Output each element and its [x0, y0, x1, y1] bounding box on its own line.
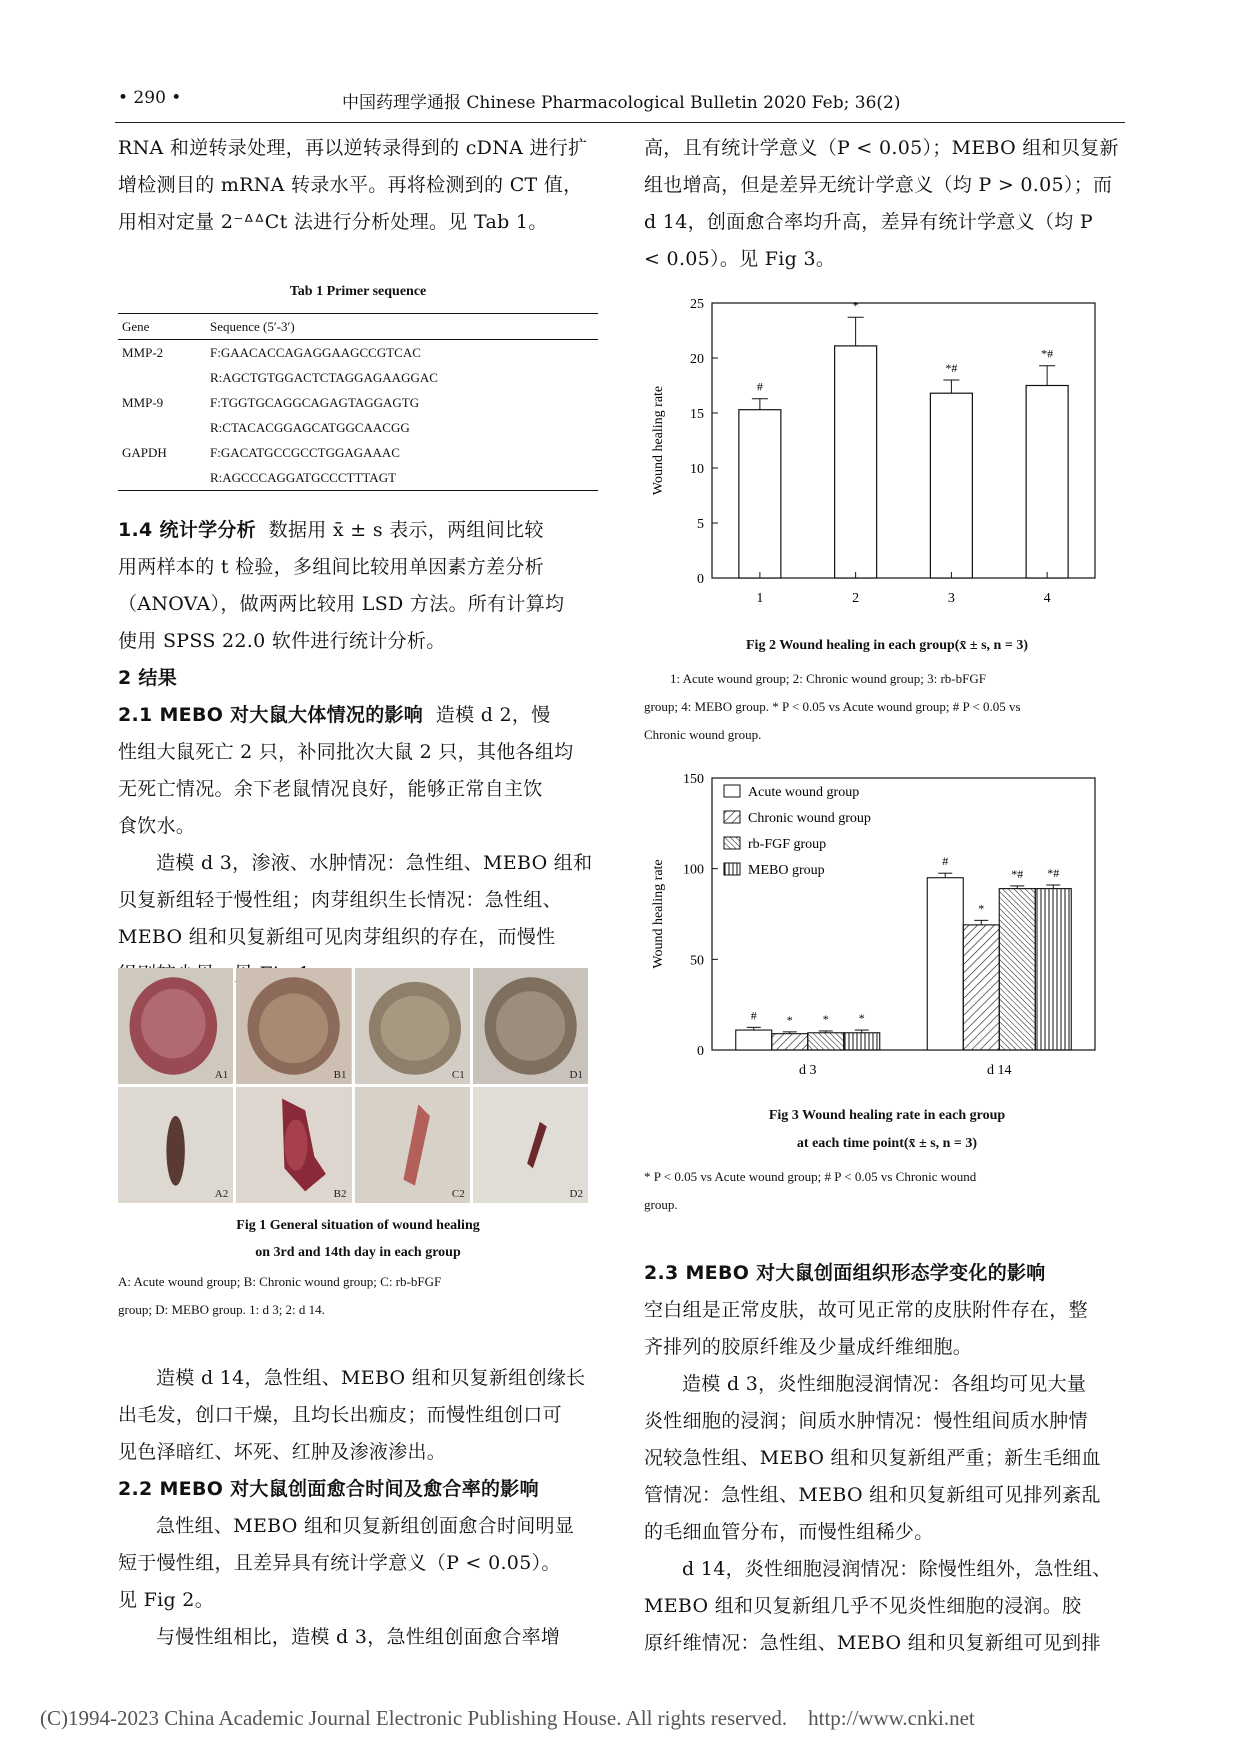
significance-mark: * [858, 1011, 865, 1026]
y-axis-label: Wound healing rate [651, 859, 666, 969]
text-line: 无死亡情况。余下老鼠情况良好，能够正常自主饮 [118, 778, 543, 800]
fig3-plot [651, 772, 1095, 1078]
table-row [118, 390, 598, 415]
fig2-note [644, 665, 1130, 749]
significance-mark: * [786, 1012, 793, 1027]
wound-photo-image [355, 1087, 470, 1203]
wound-photo [118, 1087, 233, 1203]
text-line: 食饮水。 [118, 815, 196, 837]
text-line: group; 4: MEBO group. * P < 0.05 vs Acute wound group; # P < 0.05 vs [644, 699, 1021, 714]
photo-label: C1 [451, 1069, 465, 1081]
y-tick-label: 50 [690, 953, 704, 969]
bar [927, 878, 963, 1050]
bar [999, 889, 1035, 1050]
text-line: d 14，炎性细胞浸润情况：除慢性组外，急性组、 [682, 1558, 1112, 1580]
text-line: 见色泽暗红、坏死、红肿及渗液渗出。 [118, 1441, 447, 1463]
bar [739, 410, 781, 578]
bar [930, 393, 972, 578]
table-row [118, 340, 598, 366]
table-row [118, 440, 598, 465]
text-line: 增检测目的 mRNA 转录水平。再将检测到的 CT 值， [118, 174, 583, 196]
y-axis-label: Wound healing rate [651, 385, 666, 496]
text-line: group. [644, 1197, 678, 1212]
text-line: A: Acute wound group; B: Chronic wound group; C: rb-bFGF [118, 1274, 442, 1289]
legend-label: rb-FGF group [748, 837, 827, 852]
significance-mark: # [942, 854, 949, 869]
wound-photo-image [118, 968, 233, 1084]
y-tick-label: 20 [690, 352, 704, 367]
wound-photo [236, 1087, 351, 1203]
text-line: Chronic wound group. [644, 727, 762, 742]
significance-mark: *# [945, 361, 958, 375]
wound-photo-grid [118, 968, 588, 1203]
bar [808, 1033, 844, 1050]
legend-swatch [724, 837, 740, 849]
text-line: 空白组是正常皮肤，故可见正常的皮肤附件存在，整 [644, 1299, 1088, 1321]
photo-label: A2 [214, 1188, 229, 1200]
photo-label: D1 [569, 1069, 583, 1081]
bar [963, 925, 999, 1050]
text-line: group; D: MEBO group. 1: d 3; 2: d 14. [118, 1302, 325, 1317]
fig3-caption: at each time point(x̄ ± s, n = 3) [796, 1136, 978, 1151]
x-tick-label: 1 [756, 591, 764, 606]
photo-label: B1 [333, 1069, 347, 1081]
fig1-caption: Fig 1 General situation of wound healing [236, 1218, 480, 1233]
fig3-note [644, 1163, 1130, 1219]
wound-photo [473, 968, 588, 1084]
text-line: d 14，创面愈合率均升高，差异有统计学意义（均 P [644, 211, 1094, 233]
table-cell: MMP-9 [122, 394, 164, 410]
text-line: 短于慢性组，且差异具有统计学意义（P < 0.05）。 [118, 1552, 561, 1574]
bar [1035, 889, 1071, 1050]
text-line: 况较急性组、MEBO 组和贝复新组严重；新生毛细血 [644, 1447, 1101, 1469]
table-cell: R:AGCTGTGGACTCTAGGAGAAGGAC [210, 369, 438, 385]
y-tick-label: 10 [690, 462, 704, 477]
bar [835, 346, 877, 578]
y-tick-label: 15 [690, 407, 704, 422]
significance-mark: * [822, 1011, 829, 1026]
table-row [118, 415, 598, 440]
legend-swatch [724, 863, 740, 875]
page-number: • 290 • [118, 88, 182, 108]
significance-mark: * [852, 298, 859, 313]
text-line: 造模 d 14，急性组、MEBO 组和贝复新组创缘长 [156, 1367, 586, 1389]
x-tick-label: d 3 [799, 1063, 817, 1078]
fig1-caption: on 3rd and 14th day in each group [255, 1245, 461, 1260]
significance-mark: *# [1047, 865, 1060, 880]
significance-mark: # [750, 1008, 757, 1023]
photo-label: B2 [333, 1188, 347, 1200]
text-span: 数据用 x̄ ± s 表示，两组间比较 [268, 519, 544, 541]
text-line: 使用 SPSS 22.0 软件进行统计分析。 [118, 630, 446, 652]
fig3-chart [640, 770, 1120, 1100]
wound-photo [473, 1087, 588, 1203]
text-line: 见 Fig 2。 [118, 1589, 214, 1611]
legend-label: MEBO group [748, 863, 825, 878]
table-row [118, 365, 598, 390]
text-line: 用两样本的 t 检验，多组间比较用单因素方差分析 [118, 556, 544, 578]
right-column-intro [644, 130, 1130, 278]
left-column-intro [118, 130, 598, 241]
section-1-4 [118, 512, 598, 993]
y-tick-label: 5 [697, 517, 704, 532]
wound-photo-image [473, 968, 588, 1084]
table-cell: R:AGCCCAGGATGCCCTTTAGT [206, 465, 598, 491]
primer-table [118, 313, 598, 491]
section-heading: 2.3 MEBO 对大鼠创面组织形态学变化的影响 [644, 1262, 1046, 1284]
text-line: 出毛发，创口干燥，且均长出痂皮；而慢性组创口可 [118, 1404, 562, 1426]
fig2-plot [651, 297, 1095, 606]
section-heading: 2.2 MEBO 对大鼠创面愈合时间及愈合率的影响 [118, 1478, 539, 1500]
bar [736, 1030, 772, 1050]
y-tick-label: 0 [697, 572, 704, 587]
legend-swatch [724, 785, 740, 797]
journal-header: 中国药理学通报 Chinese Pharmacological Bulletin 2020 Feb; 36(2) [342, 93, 901, 113]
x-tick-label: 3 [947, 591, 955, 606]
photo-label: D2 [569, 1188, 583, 1200]
wound-photo-image [236, 1087, 351, 1203]
fig2-caption: Fig 2 Wound healing in each group(x̄ ± s, n = 3) [746, 638, 1028, 653]
text-line: 造模 d 3，炎性细胞浸润情况：各组均可见大量 [682, 1373, 1087, 1395]
copyright-footer [40, 1706, 975, 1731]
y-tick-label: 0 [697, 1044, 704, 1059]
text-line: 急性组、MEBO 组和贝复新组创面愈合时间明显 [156, 1515, 575, 1537]
left-column-results [118, 1360, 598, 1656]
legend-label: Chronic wound group [748, 811, 871, 826]
table-cell: F:TGGTGCAGGCAGAGTAGGAGTG [210, 394, 420, 410]
table-cell [118, 465, 206, 491]
text-line: 组也增高，但是差异无统计学意义（均 P > 0.05）；而 [644, 174, 1113, 196]
text-line: 炎性细胞的浸润；间质水肿情况：慢性组间质水肿情 [644, 1410, 1088, 1432]
section-heading: 1.4 统计学分析 [118, 519, 256, 541]
text-line: 高，且有统计学意义（P < 0.05）；MEBO 组和贝复新 [644, 137, 1119, 159]
text-line: 与慢性组相比，造模 d 3，急性组创面愈合率增 [156, 1626, 561, 1648]
y-tick-label: 100 [683, 862, 704, 878]
text-line: （ANOVA），做两两比较用 LSD 方法。所有计算均 [118, 593, 565, 615]
wound-photo [118, 968, 233, 1084]
section-heading: 2 结果 [118, 667, 178, 689]
text-line: 1: Acute wound group; 2: Chronic wound group; 3: rb-bFGF [670, 671, 986, 686]
text-line: MEBO 组和贝复新组可见肉芽组织的存在，而慢性 [118, 926, 556, 948]
wound-photo-image [473, 1087, 588, 1203]
fig1-note [118, 1268, 598, 1324]
x-tick-label: 2 [852, 591, 860, 606]
text-line: 性组大鼠死亡 2 只，补同批次大鼠 2 只，其他各组均 [118, 741, 574, 763]
table-cell: F:GACATGCCGCCTGGAGAAAC [210, 444, 400, 460]
text-line: 齐排列的胶原纤维及少量成纤维细胞。 [644, 1336, 973, 1358]
table-cell: MMP-2 [122, 344, 164, 360]
text-span: 造模 d 2，慢 [435, 704, 551, 726]
text-line: 原纤维情况：急性组、MEBO 组和贝复新组可见到排 [644, 1632, 1101, 1654]
text-line: 的毛细血管分布，而慢性组稀少。 [644, 1521, 934, 1543]
fig2-chart [640, 295, 1120, 630]
y-tick-label: 150 [683, 772, 704, 787]
wound-photo [355, 1087, 470, 1203]
wound-photo [355, 968, 470, 1084]
legend-label: Acute wound group [748, 785, 860, 800]
text-line: RNA 和逆转录处理，再以逆转录得到的 cDNA 进行扩 [118, 137, 588, 159]
wound-photo-image [355, 968, 470, 1084]
table-header-cell: Sequence (5′-3′) [206, 314, 598, 340]
bar [772, 1034, 808, 1050]
text-line: * P < 0.05 vs Acute wound group; # P < 0.05 vs Chronic wound [644, 1169, 977, 1184]
table-cell [118, 415, 206, 440]
significance-mark: *# [1011, 866, 1024, 881]
wound-photo [236, 968, 351, 1084]
section-heading: 2.1 MEBO 对大鼠大体情况的影响 [118, 704, 424, 726]
wound-photo-image [236, 968, 351, 1084]
significance-mark: # [756, 379, 763, 394]
significance-mark: *# [1041, 346, 1054, 361]
text-line [118, 697, 598, 734]
header-rule [115, 122, 1125, 123]
table-cell: F:GAACACCAGAGGAAGCCGTCAC [210, 344, 421, 360]
bar [844, 1033, 880, 1050]
wound-photo-image [118, 1087, 233, 1203]
fig3-caption: Fig 3 Wound healing rate in each group [768, 1108, 1006, 1123]
text-line: 造模 d 3，渗液、水肿情况：急性组、MEBO 组和 [156, 852, 593, 874]
table-cell: R:CTACACGGAGCATGGCAACGG [210, 419, 410, 435]
photo-label: C2 [451, 1188, 465, 1200]
y-tick-label: 25 [690, 297, 704, 312]
table-row [118, 465, 598, 491]
text-line: MEBO 组和贝复新组几乎不见炎性细胞的浸润。胶 [644, 1595, 1082, 1617]
table-header-row [118, 314, 598, 340]
photo-label: A1 [214, 1069, 229, 1081]
footer-url: http://www.cnki.net [808, 1706, 975, 1730]
x-tick-label: d 14 [987, 1063, 1012, 1078]
text-line: 贝复新组轻于慢性组；肉芽组织生长情况：急性组、 [118, 889, 562, 911]
text-line [118, 512, 598, 549]
x-tick-label: 4 [1043, 591, 1051, 606]
legend-swatch [724, 811, 740, 823]
table-caption: Tab 1 Primer sequence [289, 284, 427, 299]
text-line: 用相对定量 2⁻ᐞᐞCt 法进行分析处理。见 Tab 1。 [118, 211, 548, 233]
bar [1026, 386, 1068, 579]
copyright-text: (C)1994-2023 China Academic Journal Electronic Publishing House. All rights reserved. [40, 1706, 788, 1730]
table-cell: GAPDH [122, 444, 167, 460]
table-header-cell: Gene [118, 314, 206, 340]
right-column-results [644, 1255, 1130, 1662]
text-line: < 0.05）。见 Fig 3。 [644, 248, 836, 270]
significance-mark: * [978, 901, 985, 916]
text-line: 管情况：急性组、MEBO 组和贝复新组可见排列紊乱 [644, 1484, 1101, 1506]
table-cell [118, 365, 206, 390]
